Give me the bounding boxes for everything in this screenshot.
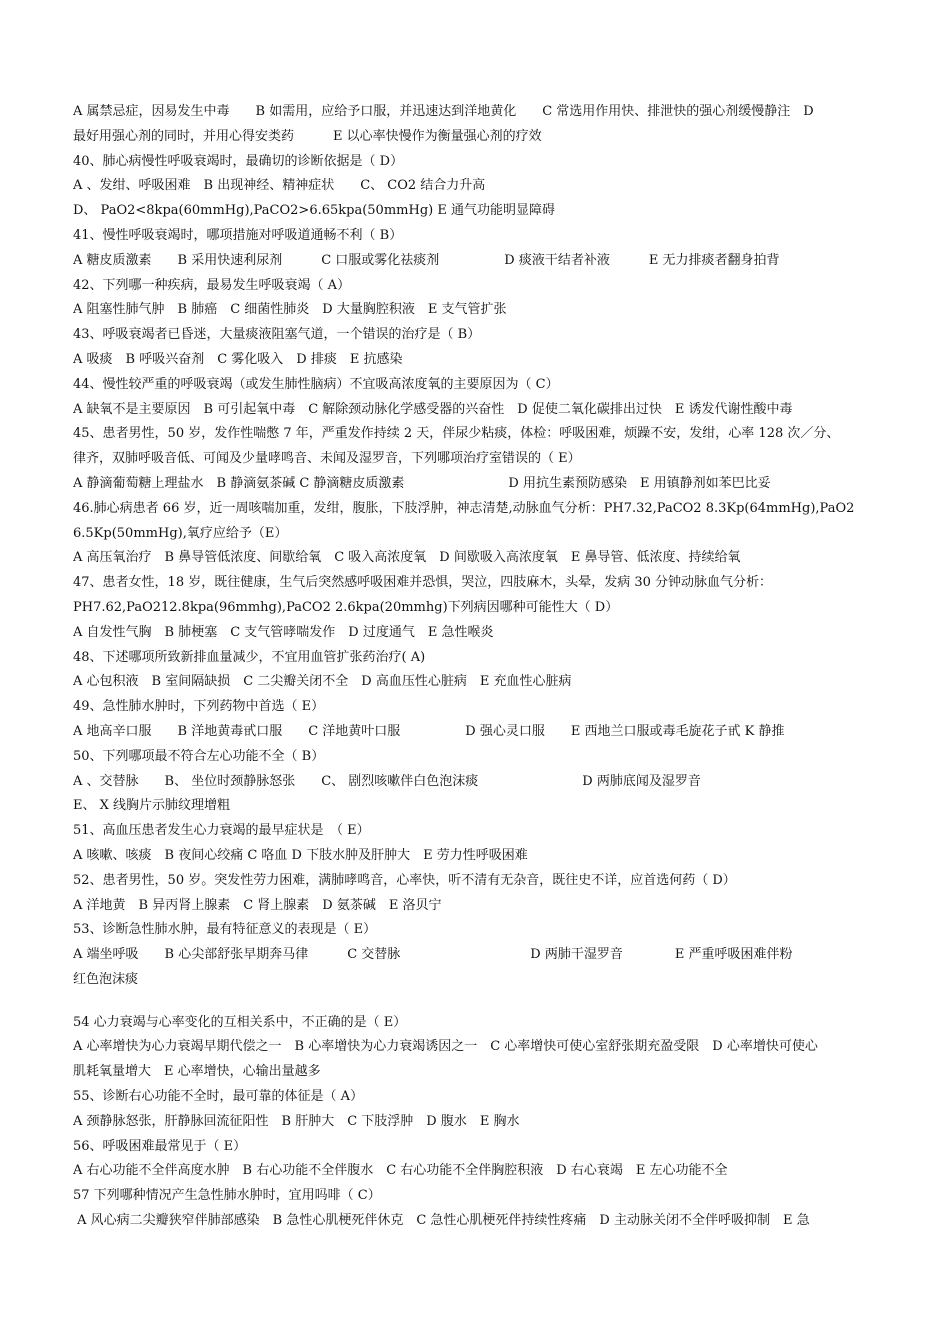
document-page xyxy=(73,100,891,1234)
text-line: 45、患者男性，50 岁，发作性喘憋 7 年，严重发作持续 2 天，伴尿少粘痰，体检：呼吸困难，烦躁不安，发绀，心率 128 次／分、 xyxy=(73,426,840,442)
text-line: A 、交替脉 B、 坐位时颈静脉怒张 C、 剧烈咳嗽伴白色泡沫痰 D 两肺底闻及湿罗音 xyxy=(73,773,701,789)
text-line: 48、下述哪项所致新排血量减少，不宜用血管扩张药治疗( A) xyxy=(73,649,426,665)
text-line: A 阻塞性肺气肿 B 肺癌 C 细菌性肺炎 D 大量胸腔积液 E 支气管扩张 xyxy=(73,302,507,318)
text-line: A 自发性气胸 B 肺梗塞 C 支气管哮喘发作 D 过度通气 E 急性喉炎 xyxy=(73,624,494,640)
text-line: 49、急性肺水肿时，下列药物中首选（ E） xyxy=(73,699,325,715)
text-line: A 缺氧不是主要原因 B 可引起氧中毒 C 解除颈动脉化学感受器的兴奋性 D 促使二氧化碳排出过快 E 诱发代谢性酸中毒 xyxy=(73,401,793,417)
text-line: 57 下列哪种情况产生急性肺水肿时，宜用吗啡（ C） xyxy=(73,1188,381,1204)
text-line: 42、下列哪一种疾病，最易发生呼吸衰竭（ A） xyxy=(73,277,351,293)
text-line: 律齐，双肺呼吸音低、可闻及少量哮鸣音、未闻及湿罗音，下列哪项治疗室错误的（ E） xyxy=(73,451,581,467)
text-line: A 洋地黄 B 异丙肾上腺素 C 肾上腺素 D 氨茶碱 E 洛贝宁 xyxy=(73,897,442,913)
text-line: 最好用强心剂的同时，并用心得安类药 E 以心率快慢作为衡量强心剂的疗效 xyxy=(73,128,542,144)
text-line: PH7.62,PaO212.8kpa(96mmhg),PaCO2 2.6kpa(20mmhg)下列病因哪种可能性大（ D） xyxy=(73,599,619,615)
text-line: 47、患者女性，18 岁，既往健康，生气后突然感呼吸困难并恐惧，哭泣，四肢麻木，头晕，发病 30 分钟动脉血气分析： xyxy=(73,575,773,591)
text-line: A 吸痰 B 呼吸兴奋剂 C 雾化吸入 D 排痰 E 抗感染 xyxy=(73,351,403,367)
text-line: 51、高血压患者发生心力衰竭的最早症状是 （ E） xyxy=(73,823,370,839)
text-line: 46.肺心病患者 66 岁，近一周咳喘加重，发绀，腹胀，下肢浮肿，神志清楚,动脉血气分析：PH7.32,PaCO2 8.3Kp(64mmHg),PaO2 xyxy=(73,500,855,516)
text-line: E、 X 线胸片示肺纹理增粗 xyxy=(73,798,231,814)
text-line: A 高压氧治疗 B 鼻导管低浓度、间歇给氧 C 吸入高浓度氧 D 间歇吸入高浓度氧 E 鼻导管、低浓度、持续给氧 xyxy=(73,550,741,566)
text-line: 40、肺心病慢性呼吸衰竭时，最确切的诊断依据是（ D） xyxy=(73,153,404,169)
text-line: A 咳嗽、咳痰 B 夜间心绞痛 C 咯血 D 下肢水肿及肝肿大 E 劳力性呼吸困难 xyxy=(73,847,528,863)
text-line: A 心率增快为心力衰竭早期代偿之一 B 心率增快为心力衰竭诱因之一 C 心率增快可使心室舒张期充盈受限 D 心率增快可使心 xyxy=(73,1039,818,1055)
text-line: A 地高辛口服 B 洋地黄毒甙口服 C 洋地黄叶口服 D 强心灵口服 E 西地兰口服或毒毛旋花子甙 K 静推 xyxy=(73,723,785,739)
text-line: 红色泡沫痰 xyxy=(73,971,139,987)
text-line: 6.5Kp(50mmHg),氧疗应给予（E） xyxy=(73,525,288,541)
text-line: A 颈静脉怒张，肝静脉回流征阳性 B 肝肿大 C 下肢浮肿 D 腹水 E 胸水 xyxy=(73,1113,520,1129)
text-line: 54 心力衰竭与心率变化的互相关系中，不正确的是（ E） xyxy=(73,1014,407,1030)
text-line: A 静滴葡萄糖上理盐水 B 静滴氨茶碱 C 静滴糖皮质激素 D 用抗生素预防感染 E 用镇静剂如苯巴比妥 xyxy=(73,475,771,491)
text-line: A 糖皮质激素 B 采用快速利尿剂 C 口服或雾化祛痰剂 D 痰液干结者补液 E 无力排痰者翻身拍背 xyxy=(73,252,780,268)
text-line: 56、呼吸困难最常见于（ E） xyxy=(73,1138,247,1154)
text-line: A 属禁忌症，因易发生中毒 B 如需用，应给予口服，并迅速达到洋地黄化 C 常选用作用快、排泄快的强心剂缓慢静注 D xyxy=(73,104,814,119)
text-line: A 风心病二尖瓣狭窄伴肺部感染 B 急性心肌梗死伴休克 C 急性心肌梗死伴持续性疼痛 D 主动脉关闭不全伴呼吸抑制 E 急 xyxy=(73,1213,810,1229)
text-line: 43、呼吸衰竭者已昏迷，大量痰液阻塞气道，一个错误的治疗是（ B） xyxy=(73,327,481,343)
text-line: 53、诊断急性肺水肿，最有特征意义的表现是（ E） xyxy=(73,922,377,938)
text-line: 55、诊断右心功能不全时，最可靠的体征是（ A） xyxy=(73,1089,364,1105)
text-line: A 、发绀、呼吸困难 B 出现神经、精神症状 C、 CO2 结合力升高 xyxy=(73,178,486,194)
text-line: A 心包积液 B 室间隔缺损 C 二尖瓣关闭不全 D 高血压性心脏病 E 充血性心脏病 xyxy=(73,674,572,690)
text-line: D、 PaO2<8kpa(60mmHg),PaCO2>6.65kpa(50mmHg) E 通气功能明显障碍 xyxy=(73,203,555,219)
text-line: 44、慢性较严重的呼吸衰竭（或发生肺性脑病）不宜吸高浓度氧的主要原因为（ C） xyxy=(73,376,559,392)
blank-line xyxy=(73,993,891,1011)
text-line: A 端坐呼吸 B 心尖部舒张早期奔马律 C 交替脉 D 两肺干湿罗音 E 严重呼吸困难伴粉 xyxy=(73,947,793,963)
text-line: 41、慢性呼吸衰竭时，哪项措施对呼吸道通畅不利（ B） xyxy=(73,227,403,243)
text-line: 肌耗氧量增大 E 心率增快，心输出量越多 xyxy=(73,1064,321,1080)
text-line: 50、下列哪项最不符合左心功能不全（ B） xyxy=(73,748,325,764)
text-line: A 右心功能不全伴高度水肿 B 右心功能不全伴腹水 C 右心功能不全伴胸腔积液 D 右心衰竭 E 左心功能不全 xyxy=(73,1163,728,1179)
text-line: 52、患者男性，50 岁。突发性劳力困难，满肺哮鸣音，心率快，听不清有无杂音，既往史不详，应首选何药（ D） xyxy=(73,872,736,888)
